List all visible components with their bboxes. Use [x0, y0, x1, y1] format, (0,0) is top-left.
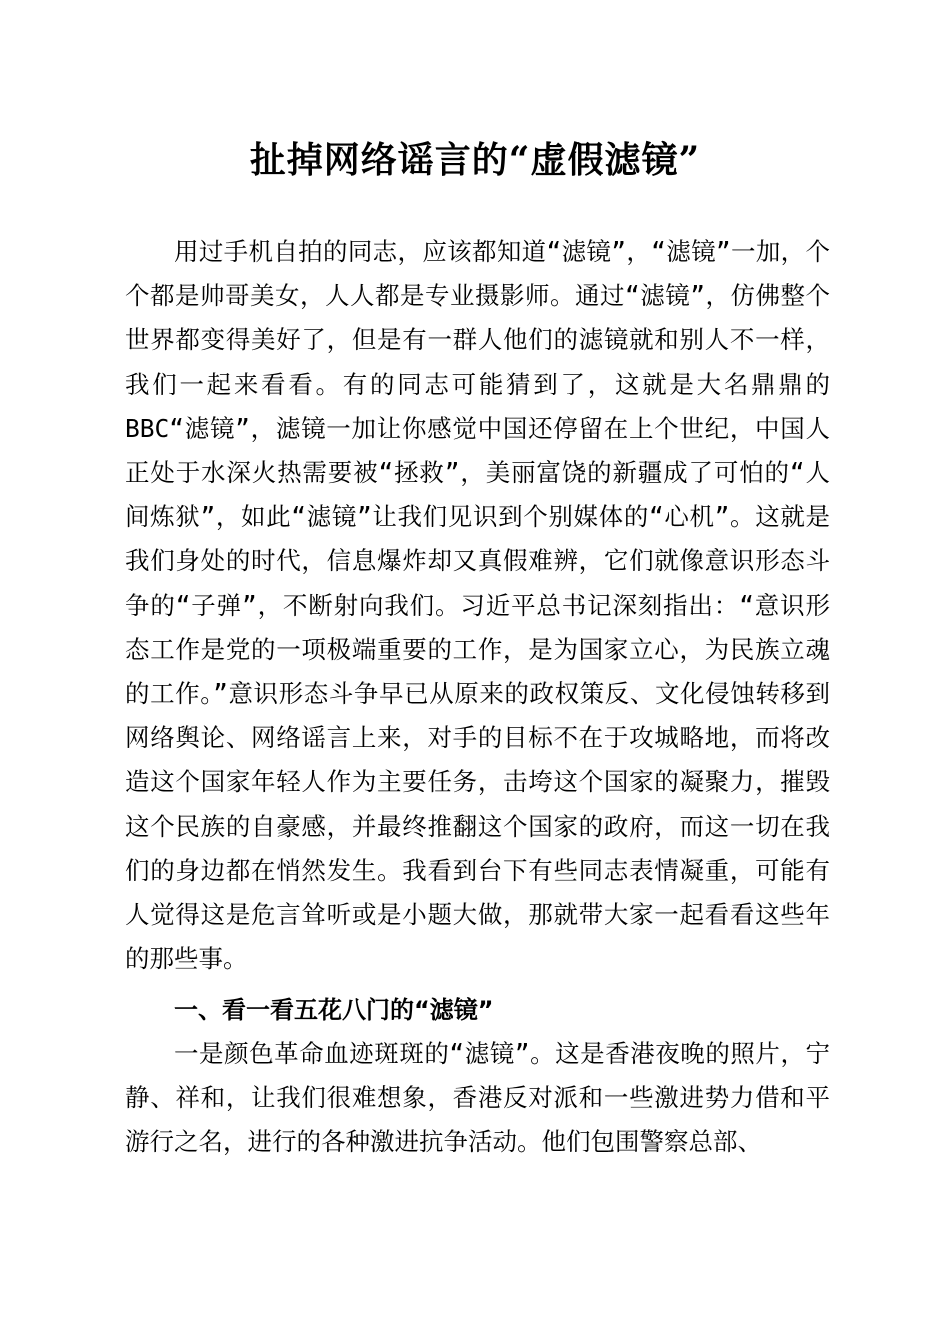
section-heading: 一、看一看五花八门的“滤镜” — [174, 996, 494, 1024]
document-title: 扯掉网络谣言的“虚假滤镜” — [249, 139, 701, 181]
section-paragraph: 一是颜色革命血迹斑斑的“滤镜”。这是香港夜晚的照片，宁静、祥和，让我们很难想象，香港反对派和一些激进势力借和平游行之名，进行的各种激进抗争活动。他们包围警察总部、 — [125, 1039, 830, 1157]
intro-paragraph: 用过手机自拍的同志，应该都知道“滤镜”，“滤镜”一加，个个都是帅哥美女，人人都是专业摄影师。通过“滤镜”，仿佛整个世界都变得美好了，但是有一群人他们的滤镜就和别人不一样，我们一起来看看。有的同志可能猜到了，这就是大名鼎鼎的BBC“滤镜”，滤镜一加让你感觉中国还停留在上个世纪，中国人正处于水深火热需要被“拯救”，美丽富饶的新疆成了可怕的“人间炼狱”，如此“滤镜”让我们见识到个别媒体的“心机”。这就是我们身处的时代，信息爆炸却又真假难辨，它们就像意识形态斗争的“子弹”，不断射向我们。习近平总书记深刻指出：“意识形态工作是党的一项极端重要的工作，是为国家立心，为民族立魂的工作。”意识形态斗争早已从原来的政权策反、文化侵蚀转移到网络舆论、网络谣言上来，对手的目标不在于攻城略地，而将改造这个国家年轻人作为主要任务，击垮这个国家的凝聚力，摧毁这个民族的自豪感，并最终推翻这个国家的政府，而这一切在我们的身边都在悄然发生。我看到台下有些同志表情凝重，可能有人觉得这是危言耸听或是小题大做，那就带大家一起看看这些年的那些事。 — [125, 237, 830, 974]
